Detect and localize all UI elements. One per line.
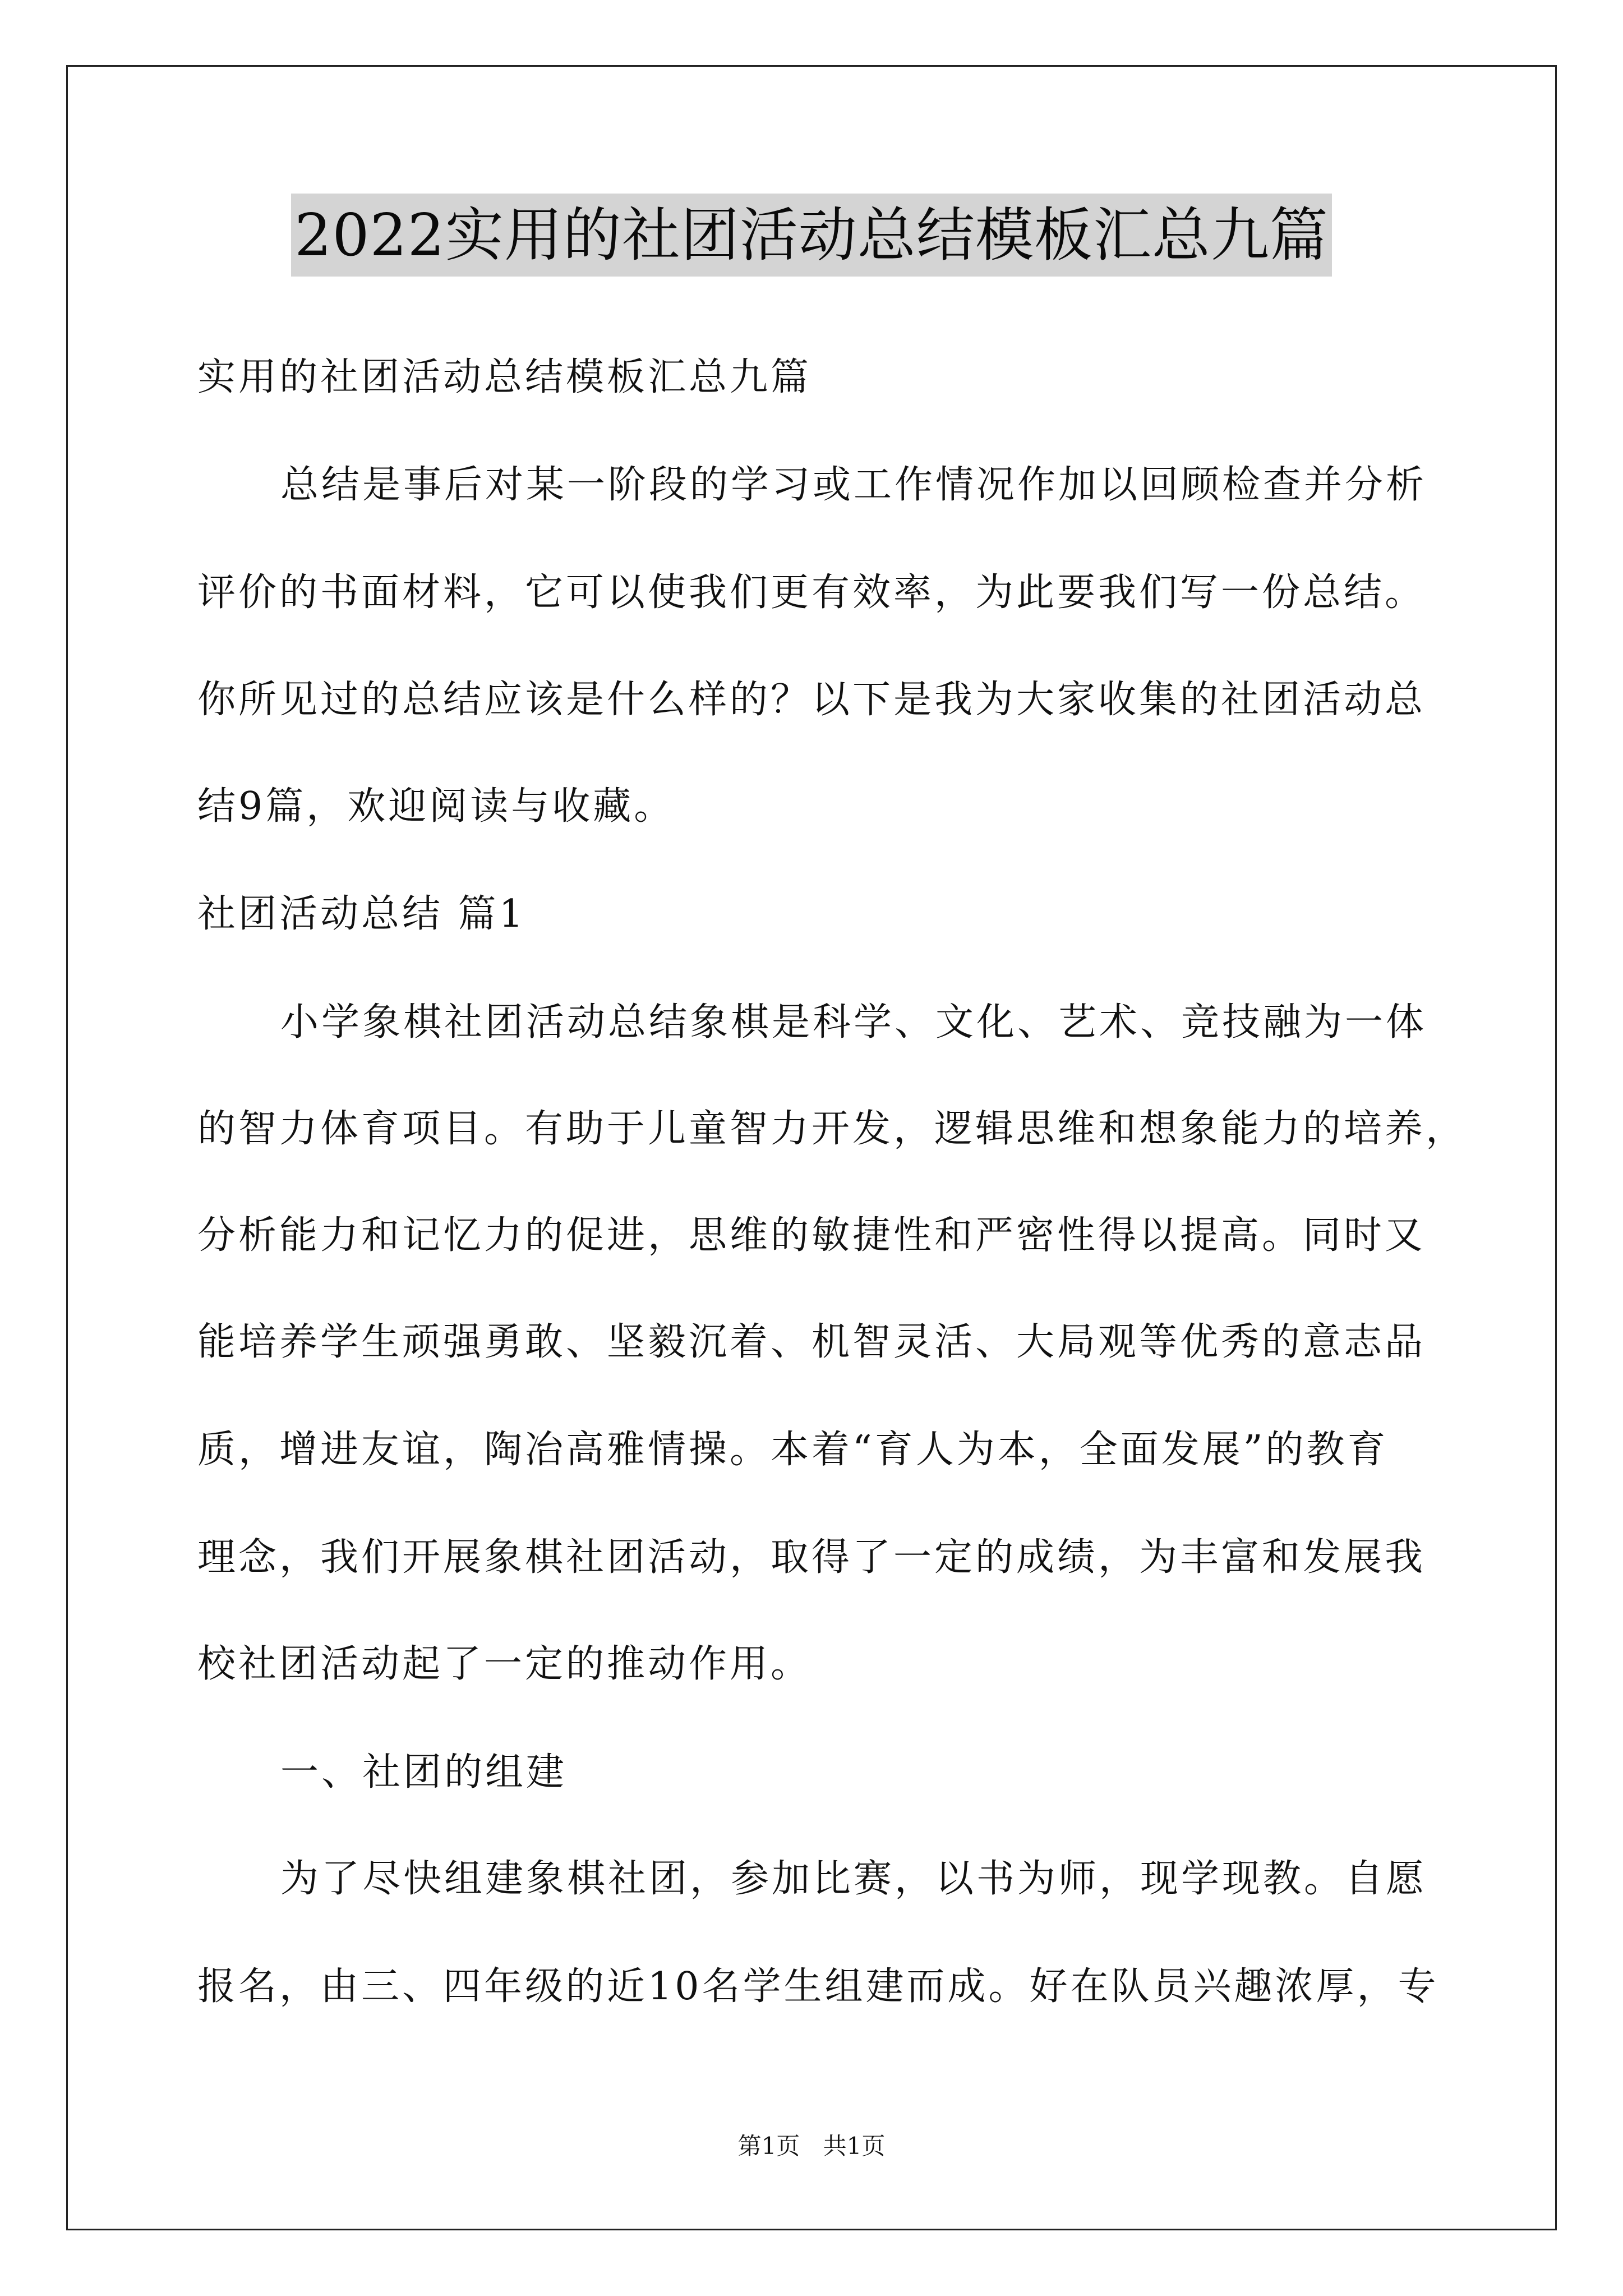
body-line: 为了尽快组建象棋社团，参加比赛，以书为师，现学现教。自愿 xyxy=(280,1857,1427,1901)
subtitle-line: 实用的社团活动总结模板汇总九篇 xyxy=(197,355,812,399)
body-line: 报名，由三、四年级的近10名学生组建而成。好在队员兴趣浓厚，专 xyxy=(197,1964,1439,2009)
page-number-total: 共1页 xyxy=(823,2132,886,2160)
page-footer xyxy=(0,2131,1623,2162)
document-title: 2022实用的社团活动总结模板汇总九篇 xyxy=(291,194,1332,277)
body-line: 质，增进友谊，陶冶高雅情操。本着“育人为本，全面发展”的教育 xyxy=(197,1428,1389,1472)
body-line: 校社团活动起了一定的推动作用。 xyxy=(197,1642,812,1686)
section-heading: 社团活动总结 篇1 xyxy=(197,892,526,936)
body-line: 你所见过的总结应该是什么样的？以下是我为大家收集的社团活动总 xyxy=(197,678,1426,722)
body-line: 总结是事后对某一阶段的学习或工作情况作加以回顾检查并分析 xyxy=(280,463,1427,507)
body-line: 能培养学生顽强勇敢、坚毅沉着、机智灵活、大局观等优秀的意志品 xyxy=(197,1320,1426,1364)
body-line: 理念，我们开展象棋社团活动，取得了一定的成绩，为丰富和发展我 xyxy=(197,1535,1426,1580)
body-line: 的智力体育项目。有助于儿童智力开发，逻辑思维和想象能力的培养， xyxy=(197,1107,1467,1151)
body-line: 分析能力和记忆力的促进，思维的敏捷性和严密性得以提高。同时又 xyxy=(197,1213,1426,1258)
body-line: 评价的书面材料，它可以使我们更有效率，为此要我们写一份总结。 xyxy=(197,570,1426,615)
body-line: 结9篇，欢迎阅读与收藏。 xyxy=(197,784,675,829)
subsection-heading: 一、社团的组建 xyxy=(280,1750,568,1795)
page-number-current: 第1页 xyxy=(737,2132,800,2160)
body-line: 小学象棋社团活动总结象棋是科学、文化、艺术、竞技融为一体 xyxy=(280,1000,1427,1045)
title-container xyxy=(0,194,1623,277)
